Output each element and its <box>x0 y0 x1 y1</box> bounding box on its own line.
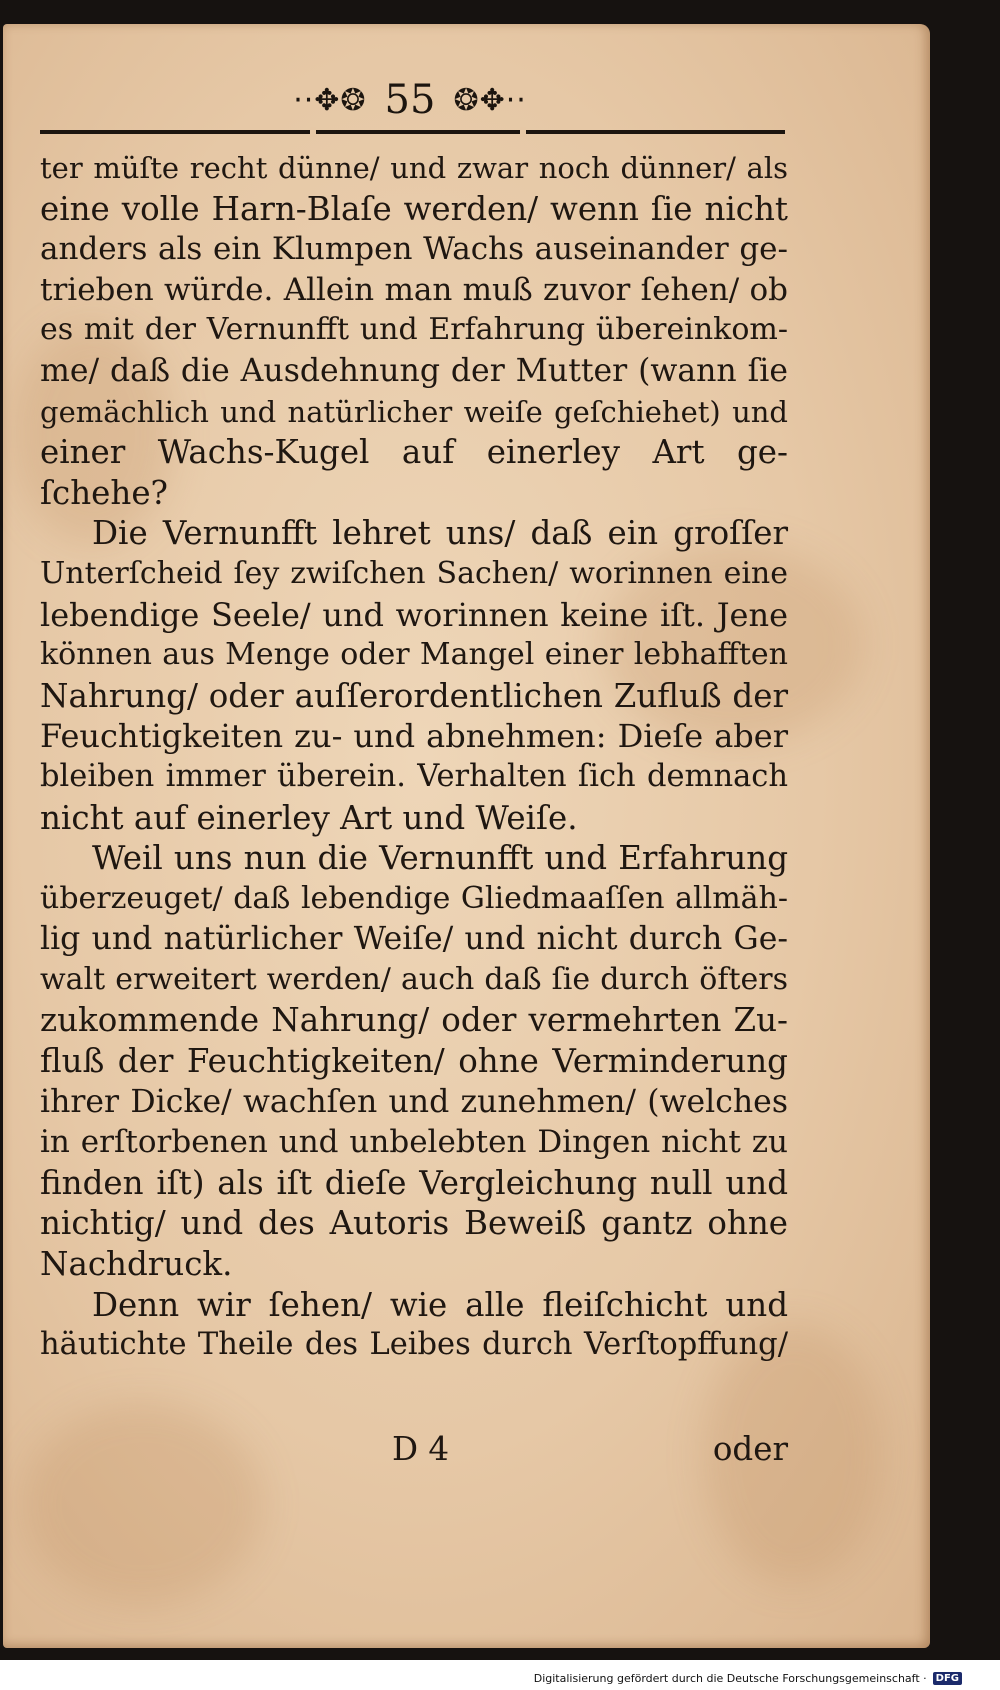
page-number: 55 <box>384 77 436 123</box>
text-line: eine volle Harn-Blaſe werden/ wenn ſie nicht <box>40 189 788 228</box>
text-line: Die Vernunfft lehret uns/ daß ein groſſer <box>92 514 788 553</box>
rule-gap <box>310 127 316 137</box>
text-line: ter müſte recht dünne/ und zwar noch dünner/ als <box>40 151 788 185</box>
text-line: zukommende Nahrung/ oder vermehrten Zu- <box>40 1001 788 1040</box>
text-line: ihrer Dicke/ wachſen und zunehmen/ (welches <box>40 1083 788 1120</box>
digitization-credit <box>534 1672 962 1685</box>
text-line: anders als ein Klumpen Wachs auseinander ge- <box>40 231 788 268</box>
text-line: können aus Menge oder Mangel einer lebhafften <box>40 637 788 673</box>
text-line: ſchehe? <box>40 473 168 512</box>
catchword: oder <box>712 1430 788 1468</box>
text-line: walt erweitert werden/ auch daß ſie durch öfters <box>40 961 788 997</box>
text-line: einer Wachs-Kugel auf einerley Art ge- <box>40 433 788 472</box>
text-line: Nachdruck. <box>40 1245 233 1284</box>
text-line: finden iſt) als iſt dieſe Vergleichung null und <box>40 1163 788 1202</box>
text-line: lig und natürlicher Weiſe/ und nicht durch Ge- <box>40 921 788 958</box>
text-line: Unterſcheid ſey zwiſchen Sachen/ worinnen eine <box>40 555 788 591</box>
ornament-left-icon: ··✥❂ <box>293 82 367 118</box>
text-line: häutichte Theile des Leibes durch Verſtopffung/ <box>40 1327 788 1363</box>
text-line: Denn wir ſehen/ wie alle fleiſchicht und <box>92 1285 788 1324</box>
text-line: Feuchtigkeiten zu- und abnehmen: Dieſe aber <box>40 717 788 756</box>
page-footer <box>40 1430 788 1474</box>
text-line: in erſtorbenen und unbelebten Dingen nicht zu <box>40 1124 788 1161</box>
credit-text: Digitalisierung gefördert durch die Deutsche Forschungsgemeinschaft · <box>533 1672 927 1685</box>
text-line: bleiben immer überein. Verhalten ſich demnach <box>40 758 788 794</box>
text-line: lebendige Seele/ und worinnen keine iſt. Jene <box>40 595 788 634</box>
header-rule <box>40 130 785 134</box>
text-line: es mit der Vernunfft und Erfahrung übereinkom- <box>40 312 788 348</box>
rule-gap <box>520 127 526 137</box>
text-line: Nahrung/ oder auſſerordentlichen Zufluß der <box>40 676 788 715</box>
text-line: Weil uns nun die Vernunfft und Erfahrung <box>92 839 788 878</box>
text-line: me/ daß die Ausdehnung der Mutter (wann ſie <box>40 352 788 389</box>
signature-mark: D 4 <box>392 1430 450 1468</box>
running-header <box>40 70 780 130</box>
text-line: gemächlich und natürlicher weiſe geſchiehet) und <box>40 394 788 429</box>
text-line: trieben würde. Allein man muß zuvor ſehen/ ob <box>40 271 788 308</box>
text-line: fluß der Feuchtigkeiten/ ohne Verminderung <box>40 1042 788 1081</box>
dfg-logo-icon: DFG <box>933 1672 962 1685</box>
body-text <box>40 148 788 1366</box>
text-line: nicht auf einerley Art und Weiſe. <box>40 798 578 837</box>
ornament-right-icon: ❂✥·· <box>453 82 527 118</box>
text-line: überzeuget/ daß lebendige Gliedmaaſſen allmäh- <box>40 880 788 916</box>
text-line: nichtig/ und des Autoris Beweiß gantz ohne <box>40 1204 788 1243</box>
